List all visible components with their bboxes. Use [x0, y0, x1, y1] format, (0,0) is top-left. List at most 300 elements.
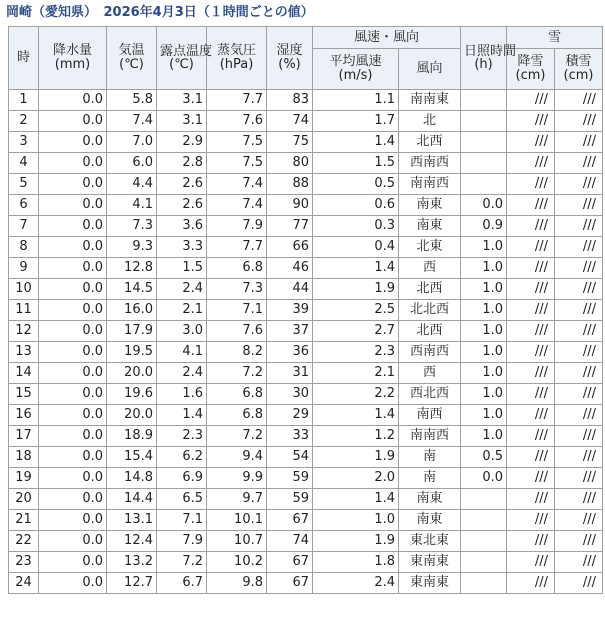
cell-hour: 4 [9, 153, 39, 174]
cell-sunshine: 1.0 [461, 342, 507, 363]
cell-dew-point: 6.5 [157, 489, 207, 510]
cell-sunshine: 1.0 [461, 237, 507, 258]
cell-temperature: 7.3 [107, 216, 157, 237]
cell-precipitation: 0.0 [39, 90, 107, 111]
cell-humidity: 36 [267, 342, 313, 363]
cell-wind-speed: 1.1 [313, 90, 399, 111]
cell-vapor-pressure: 10.7 [207, 531, 267, 552]
cell-wind-direction: 北 [399, 111, 461, 132]
header-wind-speed: 平均風速 (m/s) [313, 49, 399, 90]
cell-sunshine: 0.9 [461, 216, 507, 237]
table-row [9, 552, 603, 573]
cell-vapor-pressure: 7.7 [207, 237, 267, 258]
table-row [9, 300, 603, 321]
cell-precipitation: 0.0 [39, 300, 107, 321]
cell-temperature: 19.5 [107, 342, 157, 363]
cell-vapor-pressure: 9.8 [207, 573, 267, 594]
cell-dew-point: 2.1 [157, 300, 207, 321]
cell-vapor-pressure: 7.4 [207, 174, 267, 195]
header-wind-direction: 風向 [399, 49, 461, 90]
header-vapor-pressure: 蒸気圧 (hPa) [207, 27, 267, 90]
cell-sunshine: 1.0 [461, 384, 507, 405]
cell-hour: 12 [9, 321, 39, 342]
cell-snowfall: /// [507, 426, 555, 447]
cell-snowfall: /// [507, 552, 555, 573]
cell-humidity: 46 [267, 258, 313, 279]
header-dew-point: 露点温度 (℃) [157, 27, 207, 90]
cell-sunshine [461, 153, 507, 174]
cell-vapor-pressure: 7.7 [207, 90, 267, 111]
cell-snowfall: /// [507, 468, 555, 489]
cell-precipitation: 0.0 [39, 258, 107, 279]
cell-humidity: 67 [267, 573, 313, 594]
cell-vapor-pressure: 10.2 [207, 552, 267, 573]
cell-snowfall: /// [507, 153, 555, 174]
cell-humidity: 59 [267, 468, 313, 489]
table-row [9, 258, 603, 279]
cell-dew-point: 7.1 [157, 510, 207, 531]
cell-wind-speed: 1.9 [313, 279, 399, 300]
cell-precipitation: 0.0 [39, 531, 107, 552]
cell-humidity: 67 [267, 552, 313, 573]
cell-sunshine [461, 111, 507, 132]
cell-snowfall: /// [507, 447, 555, 468]
cell-snow-depth: /// [555, 237, 603, 258]
cell-sunshine: 0.0 [461, 468, 507, 489]
table-row [9, 216, 603, 237]
cell-wind-speed: 0.6 [313, 195, 399, 216]
cell-snowfall: /// [507, 342, 555, 363]
cell-wind-speed: 1.7 [313, 111, 399, 132]
cell-wind-speed: 2.5 [313, 300, 399, 321]
cell-dew-point: 2.4 [157, 363, 207, 384]
cell-precipitation: 0.0 [39, 573, 107, 594]
cell-precipitation: 0.0 [39, 153, 107, 174]
cell-dew-point: 6.9 [157, 468, 207, 489]
cell-humidity: 83 [267, 90, 313, 111]
cell-wind-direction: 東南東 [399, 573, 461, 594]
cell-hour: 7 [9, 216, 39, 237]
cell-snow-depth: /// [555, 195, 603, 216]
cell-humidity: 30 [267, 384, 313, 405]
cell-wind-direction: 東南東 [399, 552, 461, 573]
cell-wind-speed: 1.9 [313, 531, 399, 552]
cell-snowfall: /// [507, 384, 555, 405]
cell-dew-point: 2.6 [157, 195, 207, 216]
cell-precipitation: 0.0 [39, 216, 107, 237]
cell-humidity: 59 [267, 489, 313, 510]
cell-dew-point: 3.6 [157, 216, 207, 237]
cell-hour: 22 [9, 531, 39, 552]
cell-hour: 15 [9, 384, 39, 405]
cell-precipitation: 0.0 [39, 489, 107, 510]
table-row [9, 405, 603, 426]
cell-humidity: 74 [267, 531, 313, 552]
cell-vapor-pressure: 7.3 [207, 279, 267, 300]
header-sunshine: 日照時間 (h) [461, 27, 507, 90]
cell-hour: 8 [9, 237, 39, 258]
cell-wind-direction: 北北西 [399, 300, 461, 321]
cell-wind-direction: 北西 [399, 279, 461, 300]
cell-humidity: 33 [267, 426, 313, 447]
cell-dew-point: 6.7 [157, 573, 207, 594]
cell-sunshine: 1.0 [461, 405, 507, 426]
cell-sunshine: 1.0 [461, 300, 507, 321]
table-row [9, 510, 603, 531]
cell-precipitation: 0.0 [39, 510, 107, 531]
cell-humidity: 75 [267, 132, 313, 153]
cell-precipitation: 0.0 [39, 552, 107, 573]
table-row [9, 363, 603, 384]
table-row [9, 342, 603, 363]
cell-snow-depth: /// [555, 300, 603, 321]
cell-wind-direction: 北東 [399, 237, 461, 258]
cell-snow-depth: /// [555, 153, 603, 174]
cell-snow-depth: /// [555, 321, 603, 342]
cell-wind-speed: 2.4 [313, 573, 399, 594]
cell-snowfall: /// [507, 195, 555, 216]
cell-wind-speed: 1.4 [313, 258, 399, 279]
cell-sunshine: 1.0 [461, 363, 507, 384]
cell-wind-direction: 北西 [399, 321, 461, 342]
cell-temperature: 9.3 [107, 237, 157, 258]
cell-sunshine [461, 573, 507, 594]
header-hour: 時 [9, 27, 39, 90]
cell-hour: 13 [9, 342, 39, 363]
table-row [9, 384, 603, 405]
table-row [9, 195, 603, 216]
cell-vapor-pressure: 7.6 [207, 321, 267, 342]
header-temperature: 気温 (℃) [107, 27, 157, 90]
cell-snowfall: /// [507, 111, 555, 132]
cell-wind-speed: 2.1 [313, 363, 399, 384]
cell-dew-point: 3.1 [157, 111, 207, 132]
cell-temperature: 19.6 [107, 384, 157, 405]
cell-snowfall: /// [507, 90, 555, 111]
cell-wind-direction: 南南東 [399, 90, 461, 111]
cell-wind-direction: 東北東 [399, 531, 461, 552]
cell-temperature: 13.1 [107, 510, 157, 531]
cell-humidity: 77 [267, 216, 313, 237]
cell-temperature: 7.0 [107, 132, 157, 153]
cell-sunshine [461, 510, 507, 531]
cell-vapor-pressure: 7.9 [207, 216, 267, 237]
cell-precipitation: 0.0 [39, 132, 107, 153]
cell-vapor-pressure: 10.1 [207, 510, 267, 531]
cell-precipitation: 0.0 [39, 321, 107, 342]
cell-temperature: 6.0 [107, 153, 157, 174]
cell-vapor-pressure: 7.6 [207, 111, 267, 132]
cell-hour: 21 [9, 510, 39, 531]
header-wind-group: 風速・風向 [313, 27, 461, 49]
cell-snow-depth: /// [555, 363, 603, 384]
cell-dew-point: 2.6 [157, 174, 207, 195]
header-snow-group: 雪 [507, 27, 603, 49]
cell-temperature: 12.7 [107, 573, 157, 594]
cell-temperature: 14.4 [107, 489, 157, 510]
cell-wind-direction: 南 [399, 468, 461, 489]
cell-wind-direction: 西南西 [399, 342, 461, 363]
cell-precipitation: 0.0 [39, 111, 107, 132]
cell-temperature: 20.0 [107, 405, 157, 426]
cell-wind-speed: 2.0 [313, 468, 399, 489]
cell-wind-direction: 南 [399, 447, 461, 468]
cell-temperature: 4.4 [107, 174, 157, 195]
cell-precipitation: 0.0 [39, 384, 107, 405]
table-row [9, 531, 603, 552]
header-precipitation: 降水量 (mm) [39, 27, 107, 90]
cell-dew-point: 7.9 [157, 531, 207, 552]
cell-wind-direction: 南東 [399, 195, 461, 216]
cell-snowfall: /// [507, 405, 555, 426]
cell-vapor-pressure: 7.5 [207, 153, 267, 174]
cell-vapor-pressure: 6.8 [207, 258, 267, 279]
cell-snowfall: /// [507, 573, 555, 594]
cell-dew-point: 2.4 [157, 279, 207, 300]
cell-wind-speed: 0.4 [313, 237, 399, 258]
header-humidity: 湿度 (%) [267, 27, 313, 90]
cell-wind-direction: 西 [399, 258, 461, 279]
cell-temperature: 12.4 [107, 531, 157, 552]
table-row [9, 573, 603, 594]
cell-hour: 19 [9, 468, 39, 489]
cell-vapor-pressure: 6.8 [207, 384, 267, 405]
cell-wind-speed: 0.5 [313, 174, 399, 195]
cell-sunshine: 1.0 [461, 426, 507, 447]
cell-snow-depth: /// [555, 90, 603, 111]
cell-hour: 16 [9, 405, 39, 426]
cell-sunshine: 1.0 [461, 279, 507, 300]
cell-temperature: 17.9 [107, 321, 157, 342]
table-row [9, 489, 603, 510]
cell-hour: 20 [9, 489, 39, 510]
page-title: 岡崎（愛知県） 2026年4月3日（１時間ごとの値） [6, 5, 314, 20]
cell-wind-direction: 西北西 [399, 384, 461, 405]
cell-humidity: 31 [267, 363, 313, 384]
cell-snow-depth: /// [555, 132, 603, 153]
cell-vapor-pressure: 9.4 [207, 447, 267, 468]
cell-dew-point: 7.2 [157, 552, 207, 573]
cell-snowfall: /// [507, 279, 555, 300]
hourly-observation-table [8, 26, 603, 594]
cell-humidity: 44 [267, 279, 313, 300]
cell-hour: 14 [9, 363, 39, 384]
cell-sunshine [461, 132, 507, 153]
cell-sunshine [461, 531, 507, 552]
cell-temperature: 4.1 [107, 195, 157, 216]
cell-precipitation: 0.0 [39, 174, 107, 195]
cell-dew-point: 6.2 [157, 447, 207, 468]
cell-wind-speed: 1.2 [313, 426, 399, 447]
cell-snow-depth: /// [555, 489, 603, 510]
cell-humidity: 67 [267, 510, 313, 531]
cell-sunshine [461, 489, 507, 510]
cell-snow-depth: /// [555, 258, 603, 279]
table-row [9, 468, 603, 489]
cell-temperature: 15.4 [107, 447, 157, 468]
cell-wind-direction: 南南西 [399, 426, 461, 447]
cell-sunshine: 1.0 [461, 321, 507, 342]
cell-temperature: 16.0 [107, 300, 157, 321]
cell-vapor-pressure: 7.1 [207, 300, 267, 321]
cell-hour: 23 [9, 552, 39, 573]
cell-precipitation: 0.0 [39, 447, 107, 468]
cell-dew-point: 3.3 [157, 237, 207, 258]
cell-snowfall: /// [507, 321, 555, 342]
cell-snow-depth: /// [555, 447, 603, 468]
cell-sunshine [461, 174, 507, 195]
cell-vapor-pressure: 6.8 [207, 405, 267, 426]
cell-hour: 1 [9, 90, 39, 111]
cell-humidity: 90 [267, 195, 313, 216]
cell-dew-point: 3.0 [157, 321, 207, 342]
cell-snow-depth: /// [555, 174, 603, 195]
cell-snow-depth: /// [555, 279, 603, 300]
header-snowfall: 降雪 (cm) [507, 49, 555, 90]
cell-precipitation: 0.0 [39, 237, 107, 258]
table-row [9, 279, 603, 300]
cell-hour: 24 [9, 573, 39, 594]
table-row [9, 174, 603, 195]
cell-snow-depth: /// [555, 573, 603, 594]
cell-vapor-pressure: 9.9 [207, 468, 267, 489]
cell-wind-direction: 南西 [399, 405, 461, 426]
table-row [9, 321, 603, 342]
cell-precipitation: 0.0 [39, 342, 107, 363]
cell-snowfall: /// [507, 531, 555, 552]
cell-snow-depth: /// [555, 216, 603, 237]
cell-dew-point: 3.1 [157, 90, 207, 111]
cell-hour: 3 [9, 132, 39, 153]
cell-wind-speed: 1.4 [313, 132, 399, 153]
header-snow-depth: 積雪 (cm) [555, 49, 603, 90]
cell-dew-point: 1.6 [157, 384, 207, 405]
cell-snow-depth: /// [555, 510, 603, 531]
cell-hour: 9 [9, 258, 39, 279]
cell-snow-depth: /// [555, 552, 603, 573]
cell-temperature: 20.0 [107, 363, 157, 384]
table-body [9, 90, 603, 594]
cell-wind-direction: 南東 [399, 216, 461, 237]
cell-hour: 5 [9, 174, 39, 195]
cell-vapor-pressure: 8.2 [207, 342, 267, 363]
cell-sunshine: 0.5 [461, 447, 507, 468]
cell-wind-speed: 0.3 [313, 216, 399, 237]
cell-snowfall: /// [507, 363, 555, 384]
cell-sunshine: 0.0 [461, 195, 507, 216]
cell-snowfall: /// [507, 300, 555, 321]
cell-hour: 17 [9, 426, 39, 447]
cell-wind-direction: 南南西 [399, 174, 461, 195]
cell-precipitation: 0.0 [39, 405, 107, 426]
cell-humidity: 37 [267, 321, 313, 342]
table-row [9, 132, 603, 153]
cell-snow-depth: /// [555, 426, 603, 447]
cell-temperature: 14.8 [107, 468, 157, 489]
cell-temperature: 5.8 [107, 90, 157, 111]
cell-wind-speed: 1.4 [313, 405, 399, 426]
cell-precipitation: 0.0 [39, 279, 107, 300]
cell-snowfall: /// [507, 216, 555, 237]
table-header [9, 27, 603, 90]
cell-wind-speed: 1.4 [313, 489, 399, 510]
cell-vapor-pressure: 7.2 [207, 363, 267, 384]
cell-temperature: 14.5 [107, 279, 157, 300]
cell-snow-depth: /// [555, 531, 603, 552]
cell-humidity: 66 [267, 237, 313, 258]
cell-wind-direction: 西南西 [399, 153, 461, 174]
cell-wind-direction: 西 [399, 363, 461, 384]
cell-snow-depth: /// [555, 405, 603, 426]
table-row [9, 153, 603, 174]
cell-dew-point: 2.8 [157, 153, 207, 174]
cell-vapor-pressure: 7.4 [207, 195, 267, 216]
cell-sunshine: 1.0 [461, 258, 507, 279]
table-row [9, 237, 603, 258]
cell-hour: 2 [9, 111, 39, 132]
cell-dew-point: 2.3 [157, 426, 207, 447]
cell-wind-speed: 1.0 [313, 510, 399, 531]
cell-vapor-pressure: 7.2 [207, 426, 267, 447]
cell-precipitation: 0.0 [39, 426, 107, 447]
cell-hour: 18 [9, 447, 39, 468]
cell-vapor-pressure: 7.5 [207, 132, 267, 153]
cell-humidity: 74 [267, 111, 313, 132]
cell-vapor-pressure: 9.7 [207, 489, 267, 510]
cell-hour: 10 [9, 279, 39, 300]
cell-sunshine [461, 552, 507, 573]
cell-precipitation: 0.0 [39, 363, 107, 384]
cell-wind-direction: 北西 [399, 132, 461, 153]
cell-sunshine [461, 90, 507, 111]
table-row [9, 111, 603, 132]
cell-wind-speed: 2.3 [313, 342, 399, 363]
cell-precipitation: 0.0 [39, 468, 107, 489]
cell-humidity: 39 [267, 300, 313, 321]
cell-snowfall: /// [507, 132, 555, 153]
cell-snowfall: /// [507, 510, 555, 531]
cell-precipitation: 0.0 [39, 195, 107, 216]
cell-dew-point: 4.1 [157, 342, 207, 363]
cell-snow-depth: /// [555, 384, 603, 405]
cell-temperature: 7.4 [107, 111, 157, 132]
cell-hour: 6 [9, 195, 39, 216]
cell-temperature: 13.2 [107, 552, 157, 573]
cell-dew-point: 1.4 [157, 405, 207, 426]
table-row [9, 90, 603, 111]
cell-temperature: 18.9 [107, 426, 157, 447]
cell-humidity: 54 [267, 447, 313, 468]
cell-wind-speed: 1.5 [313, 153, 399, 174]
cell-humidity: 29 [267, 405, 313, 426]
cell-snowfall: /// [507, 174, 555, 195]
cell-snowfall: /// [507, 258, 555, 279]
cell-humidity: 88 [267, 174, 313, 195]
cell-snow-depth: /// [555, 111, 603, 132]
cell-wind-speed: 2.2 [313, 384, 399, 405]
cell-dew-point: 1.5 [157, 258, 207, 279]
cell-humidity: 80 [267, 153, 313, 174]
cell-snow-depth: /// [555, 468, 603, 489]
cell-wind-speed: 1.9 [313, 447, 399, 468]
cell-temperature: 12.8 [107, 258, 157, 279]
table-row [9, 447, 603, 468]
cell-wind-speed: 1.8 [313, 552, 399, 573]
cell-dew-point: 2.9 [157, 132, 207, 153]
cell-wind-speed: 2.7 [313, 321, 399, 342]
cell-wind-direction: 南東 [399, 510, 461, 531]
cell-wind-direction: 南東 [399, 489, 461, 510]
